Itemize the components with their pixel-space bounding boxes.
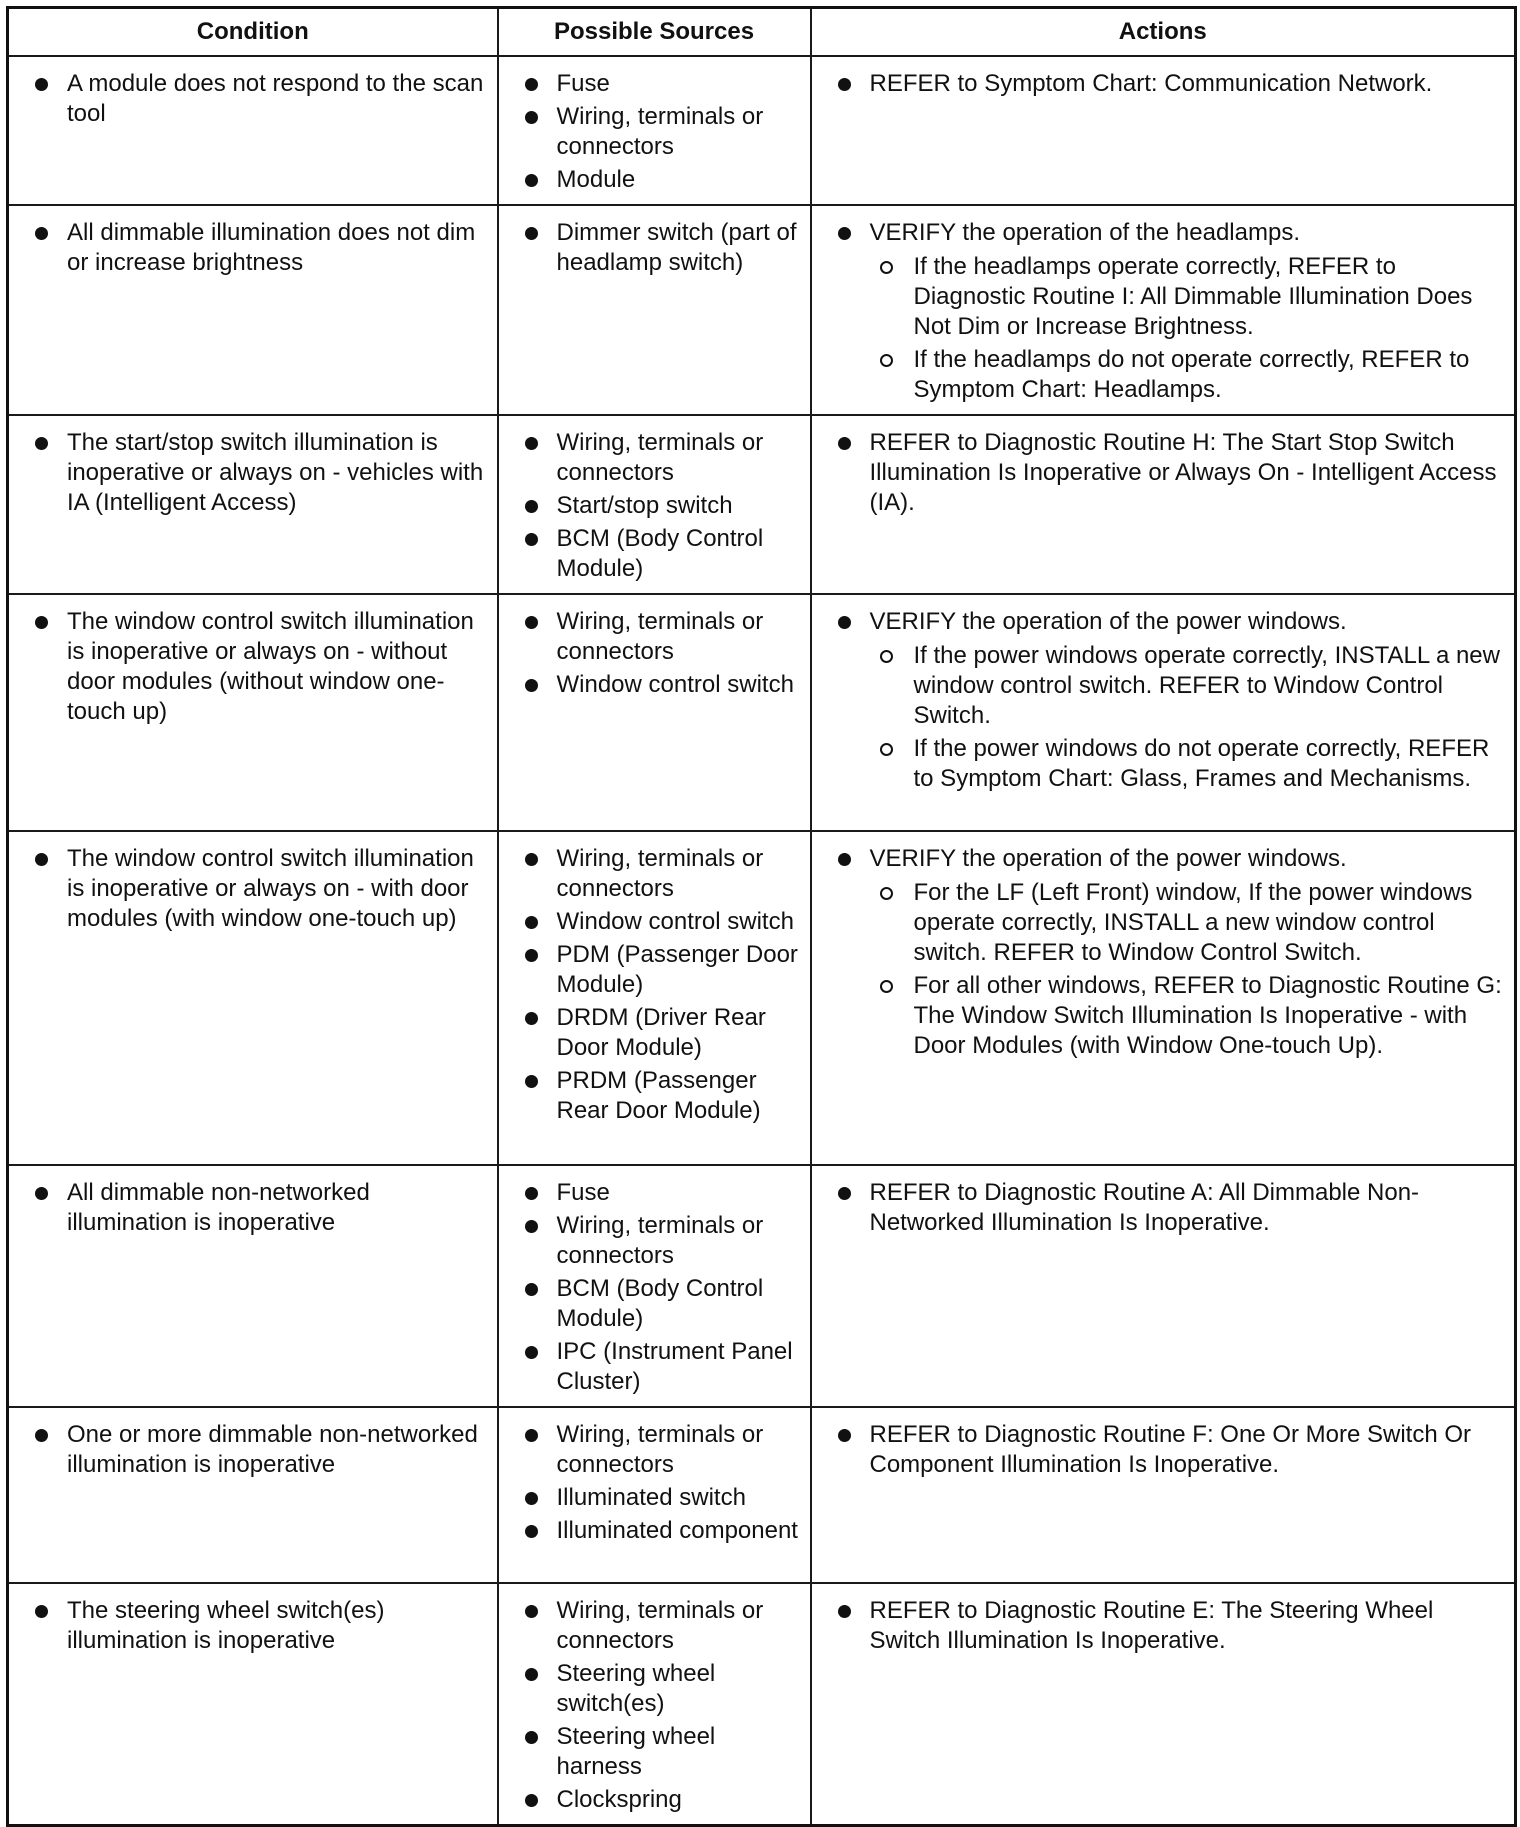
condition-cell — [8, 1407, 498, 1583]
source-item: Clockspring — [499, 1785, 802, 1815]
action-item — [812, 1420, 1507, 1480]
sources-list — [499, 1584, 810, 1824]
sources-list — [499, 595, 810, 709]
sources-cell — [498, 831, 811, 1165]
source-item: BCM (Body Control Module) — [499, 524, 802, 584]
sources-list — [499, 1408, 810, 1555]
source-item: Wiring, terminals or connectors — [499, 1211, 802, 1271]
source-item: Dimmer switch (part of headlamp switch) — [499, 218, 802, 278]
source-item: Wiring, terminals or connectors — [499, 1420, 802, 1480]
source-item: IPC (Instrument Panel Cluster) — [499, 1337, 802, 1397]
sources-cell — [498, 56, 811, 205]
table-row — [8, 205, 1516, 415]
table-row — [8, 56, 1516, 205]
source-item: BCM (Body Control Module) — [499, 1274, 802, 1334]
actions-cell — [811, 415, 1516, 594]
condition-text: The start/stop switch illumination is inoperative or always on - vehicles with IA (Intelligent Access) — [9, 428, 489, 518]
action-text: VERIFY the operation of the power windows. — [869, 608, 1347, 635]
sources-list — [499, 1166, 810, 1406]
action-item — [812, 1178, 1507, 1238]
source-item: Window control switch — [499, 670, 802, 700]
source-item: Start/stop switch — [499, 491, 802, 521]
table-row — [8, 594, 1516, 831]
source-item: PDM (Passenger Door Module) — [499, 940, 802, 1000]
actions-cell — [811, 594, 1516, 831]
action-sub-item: If the headlamps operate correctly, REFER to Diagnostic Routine I: All Dimmable Illumination Does Not Dim or Increase Brightness. — [864, 252, 1507, 342]
condition-text: A module does not respond to the scan tool — [9, 69, 489, 129]
header-possible-sources: Possible Sources — [498, 8, 811, 57]
action-item — [812, 844, 1507, 1061]
actions-list — [812, 1408, 1515, 1489]
sources-list — [499, 416, 810, 593]
source-item: Module — [499, 165, 802, 195]
table-row — [8, 1165, 1516, 1407]
condition-list — [9, 57, 497, 138]
actions-cell — [811, 1583, 1516, 1826]
action-sub-item: If the headlamps do not operate correctly, REFER to Symptom Chart: Headlamps. — [864, 345, 1507, 405]
source-item: Fuse — [499, 69, 802, 99]
source-item: Illuminated switch — [499, 1483, 802, 1513]
sources-cell — [498, 1583, 811, 1826]
action-sub-list — [870, 252, 1507, 405]
table-row — [8, 1583, 1516, 1826]
actions-list — [812, 206, 1515, 414]
actions-cell — [811, 1165, 1516, 1407]
source-item: Steering wheel harness — [499, 1722, 802, 1782]
source-item: Window control switch — [499, 907, 802, 937]
action-sub-item: For the LF (Left Front) window, If the power windows operate correctly, INSTALL a new window control switch. REFER to Window Control Switch. — [864, 878, 1507, 968]
action-text: REFER to Diagnostic Routine F: One Or More Switch Or Component Illumination Is Inoperative. — [869, 1421, 1472, 1478]
sources-cell — [498, 1407, 811, 1583]
condition-text: All dimmable illumination does not dim or increase brightness — [9, 218, 489, 278]
actions-list — [812, 416, 1515, 527]
actions-cell — [811, 205, 1516, 415]
condition-text: The steering wheel switch(es) illumination is inoperative — [9, 1596, 489, 1656]
source-item: Wiring, terminals or connectors — [499, 844, 802, 904]
sources-cell — [498, 594, 811, 831]
action-sub-item: If the power windows operate correctly, INSTALL a new window control switch. REFER to Window Control Switch. — [864, 641, 1507, 731]
table-row — [8, 415, 1516, 594]
table-row — [8, 831, 1516, 1165]
source-item: Steering wheel switch(es) — [499, 1659, 802, 1719]
table-row — [8, 1407, 1516, 1583]
condition-list — [9, 1166, 497, 1247]
sources-list — [499, 206, 810, 287]
actions-list — [812, 1166, 1515, 1247]
source-item: Wiring, terminals or connectors — [499, 428, 802, 488]
condition-list — [9, 416, 497, 527]
condition-list — [9, 832, 497, 943]
condition-list — [9, 595, 497, 736]
source-item: Wiring, terminals or connectors — [499, 102, 802, 162]
sources-cell — [498, 1165, 811, 1407]
header-row — [8, 8, 1516, 57]
condition-list — [9, 1584, 497, 1665]
action-text: VERIFY the operation of the headlamps. — [869, 219, 1300, 246]
action-text: REFER to Symptom Chart: Communication Network. — [869, 70, 1433, 97]
action-text: REFER to Diagnostic Routine A: All Dimmable Non-Networked Illumination Is Inoperative. — [869, 1179, 1420, 1236]
condition-cell — [8, 415, 498, 594]
sources-list — [499, 832, 810, 1135]
action-item — [812, 69, 1507, 99]
condition-text: The window control switch illumination is inoperative or always on - without door modules (without window one-touch up) — [9, 607, 489, 727]
action-item — [812, 218, 1507, 405]
condition-text: One or more dimmable non-networked illumination is inoperative — [9, 1420, 489, 1480]
actions-list — [812, 57, 1515, 108]
action-item — [812, 607, 1507, 794]
action-sub-list — [870, 878, 1507, 1061]
sources-cell — [498, 205, 811, 415]
condition-list — [9, 206, 497, 287]
condition-cell — [8, 1583, 498, 1826]
condition-cell — [8, 831, 498, 1165]
action-text: VERIFY the operation of the power windows. — [869, 845, 1347, 872]
action-text: REFER to Diagnostic Routine E: The Steering Wheel Switch Illumination Is Inoperative. — [869, 1597, 1434, 1654]
condition-cell — [8, 1165, 498, 1407]
actions-list — [812, 1584, 1515, 1665]
actions-cell — [811, 1407, 1516, 1583]
condition-cell — [8, 205, 498, 415]
condition-text: The window control switch illumination is inoperative or always on - with door modules (with window one-touch up) — [9, 844, 489, 934]
source-item: Fuse — [499, 1178, 802, 1208]
source-item: PRDM (Passenger Rear Door Module) — [499, 1066, 802, 1126]
sources-list — [499, 57, 810, 204]
actions-cell — [811, 56, 1516, 205]
actions-list — [812, 595, 1515, 803]
header-actions: Actions — [811, 8, 1516, 57]
sources-cell — [498, 415, 811, 594]
action-sub-list — [870, 641, 1507, 794]
actions-cell — [811, 831, 1516, 1165]
source-item: Illuminated component — [499, 1516, 802, 1546]
condition-list — [9, 1408, 497, 1489]
source-item: Wiring, terminals or connectors — [499, 607, 802, 667]
action-sub-item: For all other windows, REFER to Diagnostic Routine G: The Window Switch Illumination Is Inoperative - with Door Modules (with Window One-touch Up). — [864, 971, 1507, 1061]
condition-cell — [8, 594, 498, 831]
source-item: DRDM (Driver Rear Door Module) — [499, 1003, 802, 1063]
condition-text: All dimmable non-networked illumination is inoperative — [9, 1178, 489, 1238]
source-item: Wiring, terminals or connectors — [499, 1596, 802, 1656]
action-item — [812, 428, 1507, 518]
symptom-chart-table — [6, 6, 1517, 1827]
action-text: REFER to Diagnostic Routine H: The Start Stop Switch Illumination Is Inoperative or Always On - Intelligent Access (IA). — [869, 429, 1497, 516]
condition-cell — [8, 56, 498, 205]
action-sub-item: If the power windows do not operate correctly, REFER to Symptom Chart: Glass, Frames and Mechanisms. — [864, 734, 1507, 794]
actions-list — [812, 832, 1515, 1070]
table-body — [8, 56, 1516, 1826]
header-condition: Condition — [8, 8, 498, 57]
action-item — [812, 1596, 1507, 1656]
